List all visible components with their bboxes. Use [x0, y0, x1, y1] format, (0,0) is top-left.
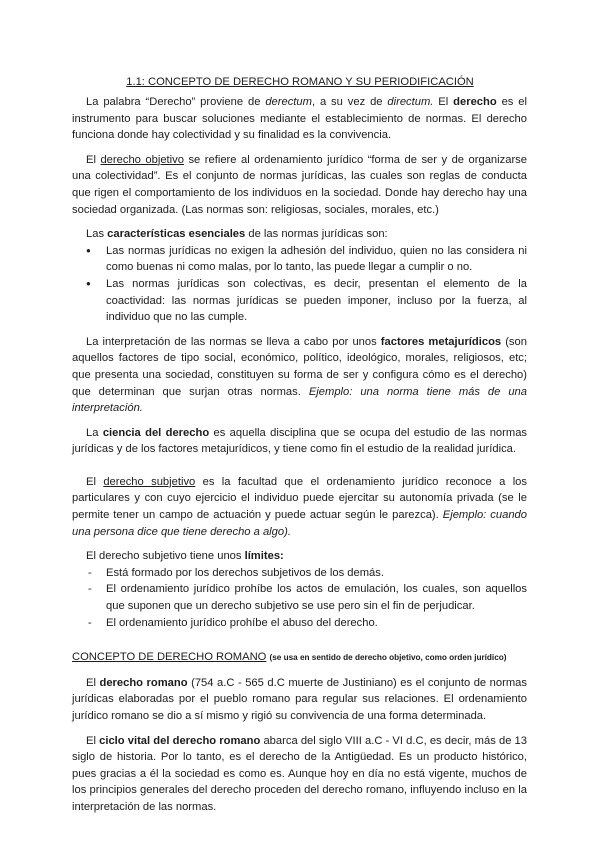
text: es aquella disciplina que se ocupa del estudio de las normas jurídicas y de los factores metajurídicos, y tiene como fin el estudio de la realidad jurídica. — [72, 426, 528, 456]
list-item: - El ordenamiento jurídico prohíbe los actos de emulación, los cuales, son aquellos que suponen que un derecho subjetivo se use pero sin el fin de perjudicar. — [72, 581, 527, 614]
term-limites: límites: — [244, 550, 284, 563]
limits-list — [72, 565, 527, 631]
paragraph-caracteristicas — [72, 226, 527, 243]
list-item: ● Las normas jurídicas son colectivas, es decir, presentan el elemento de la coactividad: las normas jurídicas se pueden imponer, incluso por la fuerza, al individuo que no las cumple. — [72, 276, 527, 326]
term-ciencia-derecho: ciencia del derecho — [102, 426, 210, 439]
text: El — [86, 734, 100, 747]
text: abarca del siglo VIII a.C - VI d.C, es decir, más de 13 siglo de historia. Por lo tanto, es el derecho de la Antigüedad. Es un producto histórico, pues gracias a él la sociedad es como es. Aunque hoy en día no está vigente, muchos de los principios generales del derecho proceden del derecho romano, influyendo incluso en la interpretación de las normas. — [72, 734, 528, 813]
section-heading-note: (se usa en sentido de derecho objetivo, como orden jurídico) — [269, 653, 507, 663]
text: Las — [86, 228, 108, 241]
text: La interpretación de las normas se lleva a cabo por unos — [86, 335, 381, 348]
paragraph-ciencia-derecho — [72, 425, 527, 458]
term-derecho-subjetivo: derecho subjetivo — [103, 475, 196, 488]
list-item: ● Las normas jurídicas no exigen la adhesión del individuo, quien no las considera ni como buenas ni como malas, por lo tanto, las puede llegar a cumplir o no. — [72, 243, 527, 276]
term-caracteristicas: características esenciales — [107, 228, 246, 241]
text: El — [86, 475, 104, 488]
term-derecho: derecho — [453, 96, 497, 108]
text: El — [86, 153, 101, 166]
text: (754 a.C - 565 d.C muerte de Justiniano) es el conjunto de normas jurídicas elaboradas por el pueblo romano para regular sus relaciones. El ordenamiento jurídico romano se dio a sí mismo y rigió su convivencia de una forma determinada. — [72, 676, 527, 722]
term-factores-metajuridicos: factores metajurídicos — [380, 335, 502, 348]
list-item: - Está formado por los derechos subjetivos de los demás. — [72, 565, 527, 582]
text: es la facultad que el ordenamiento jurídico reconoce a los particulares y con cuyo ejercicio el individuo puede ejercitar su autonomía privada (se le permite tener un campo de actuación y puede actuar según le parezca). — [72, 475, 527, 522]
text: El — [86, 676, 100, 689]
term-ciclo-vital: ciclo vital del derecho romano — [99, 734, 261, 747]
paragraph-factores-metajuridicos — [72, 334, 527, 417]
text: La — [86, 426, 103, 439]
list-item: - El ordenamiento jurídico prohíbe el abuso del derecho. — [72, 615, 527, 632]
text: (son aquellos factores de tipo social, económico, político, ideológico, morales, religiosos, etc; que presenta una sociedad, constituyen su forma de ser y configura cómo es el derecho) que determinan que surjan otras normas. — [72, 335, 527, 398]
characteristics-list — [72, 243, 527, 326]
text: de las normas jurídicas son: — [245, 228, 388, 241]
paragraph-limites — [72, 548, 527, 565]
text: El derecho subjetivo tiene unos — [86, 550, 245, 563]
page-title: 1.1: CONCEPTO DE DERECHO ROMANO Y SU PERIODIFICACIÓN — [126, 76, 474, 88]
example-text: Ejemplo: cuando una persona dice que tiene derecho a algo). — [72, 509, 527, 538]
term-derecho-romano: derecho romano — [99, 676, 188, 689]
text: El — [433, 96, 454, 108]
text: se refiere al ordenamiento jurídico “forma de ser y de organizarse una colectividad”. Es el conjunto de normas jurídicas, las cuales son reglas de conducta que rigen el comportamiento de los individuos en la sociedad. Donde hay derecho hay una sociedad organizada. (Las normas son: religiosas, sociales, morales, etc.) — [72, 153, 527, 216]
example-text: Ejemplo: una norma tiene más de una interpretación. — [72, 385, 527, 415]
text: La palabra “Derecho” proviene de — [86, 96, 266, 108]
section-heading — [72, 649, 527, 667]
paragraph-derecho-subjetivo — [72, 474, 527, 540]
paragraph-ciclo-vital — [72, 733, 527, 816]
term-derecho-objetivo: derecho objetivo — [100, 153, 184, 166]
document-body — [72, 94, 527, 816]
term-derectum: derectum — [265, 96, 312, 108]
paragraph-derecho-origen — [72, 94, 527, 144]
text: , a su vez de — [311, 96, 388, 108]
paragraph-derecho-objetivo — [72, 152, 527, 218]
term-directum: directum. — [387, 96, 434, 108]
paragraph-derecho-romano — [72, 675, 527, 725]
section-heading-title: CONCEPTO DE DERECHO ROMANO — [72, 651, 267, 664]
text: es el instrumento para buscar soluciones mediante el establecimiento de normas. El derecho funciona donde hay colectividad y su finalidad es la convivencia. — [72, 96, 527, 142]
